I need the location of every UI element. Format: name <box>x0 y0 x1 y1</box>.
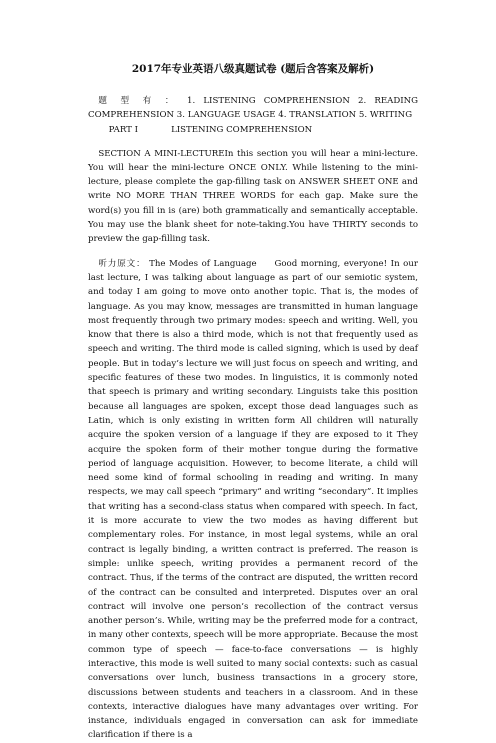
part-heading <box>88 123 418 137</box>
transcript-label: 听力原文： <box>98 258 146 269</box>
document-title: 2017年专业英语八级真题试卷 (题后含答案及解析) <box>131 63 375 75</box>
section-a-paragraph <box>88 147 418 247</box>
lecture-title: The Modes of Language <box>149 258 257 269</box>
section-a-instructions: In this section you will hear a mini-lecture. You will hear the mini-lecture ONCE ONLY. While listening to the mini-lecture, please complete the gap-filling task on ANSWER SHEET ONE and write NO MORE THAN THREE WORDS for each gap. Make sure the word(s) you fill in is (are) both grammatically and semantically acceptable. You may use the blank sheet for note-taking.You have THIRTY seconds to preview the gap-filling task. <box>88 148 418 245</box>
part-title: LISTENING COMPREHENSION <box>171 124 313 135</box>
transcript-text: Good morning, everyone! In our last lecture, I was talking about language as part of our semiotic system, and today I am going to move onto another topic. That is, the modes of language. As you may know, messages are transmitted in human language most frequently through two primary modes: speech and writing. Well, you know that there is also a third mode, which is not that frequently used as speech and writing. The third mode is called signing, which is used by deaf people. But in today’s lecture we will just focus on speech and writing, and specific features of these two modes. In linguistics, it is commonly noted that speech is primary and writing secondary. Linguists take this position because all languages are spoken, except those dead languages such as Latin, which is only existing in written form All children will naturally acquire the spoken version of a language if they are exposed to it They acquire the spoken form of their mother tongue during the formative period of language acquisition. However, to become literate, a child will need some kind of formal schooling in reading and writing. In many respects, we may call speech “primary” and writing “secondary”. It implies that writing has a second-class status when compared with speech. In fact, it is more accurate to view the two modes as having different but complementary roles. For instance, in most legal systems, while an oral contract is legally binding, a written contract is preferred. The reason is simple: unlike speech, writing provides a permanent record of the contract. Thus, if the terms of the contract are disputed, the written record of the contract can be consulted and interpreted. Disputes over an oral contract will involve one person’s recollection of the contract versus another person’s. While, writing may be the preferred mode for a contract, in many other contexts, speech will be more appropriate. Because the most common type of speech — face-to-face conversations — is highly interactive, this mode is well suited to many social contexts: such as casual conversations over lunch, business transactions in a grocery store, discussions between students and teachers in a classroom. And in these contexts, interactive dialogues have many advantages over writing. For instance, individuals engaged in conversation can ask for immediate clarification if there is a <box>88 258 419 741</box>
section-a-heading: SECTION A MINI-LECTURE <box>98 148 225 159</box>
document-page <box>88 62 418 743</box>
question-types: 题 型 有 ： 1. LISTENING COMPREHENSION 2. READING COMPREHENSION 3. LANGUAGE USAGE 4. TRANSLATION 5. WRITING <box>88 96 418 121</box>
part-number: PART I <box>108 124 139 135</box>
transcript-paragraph <box>88 257 418 743</box>
